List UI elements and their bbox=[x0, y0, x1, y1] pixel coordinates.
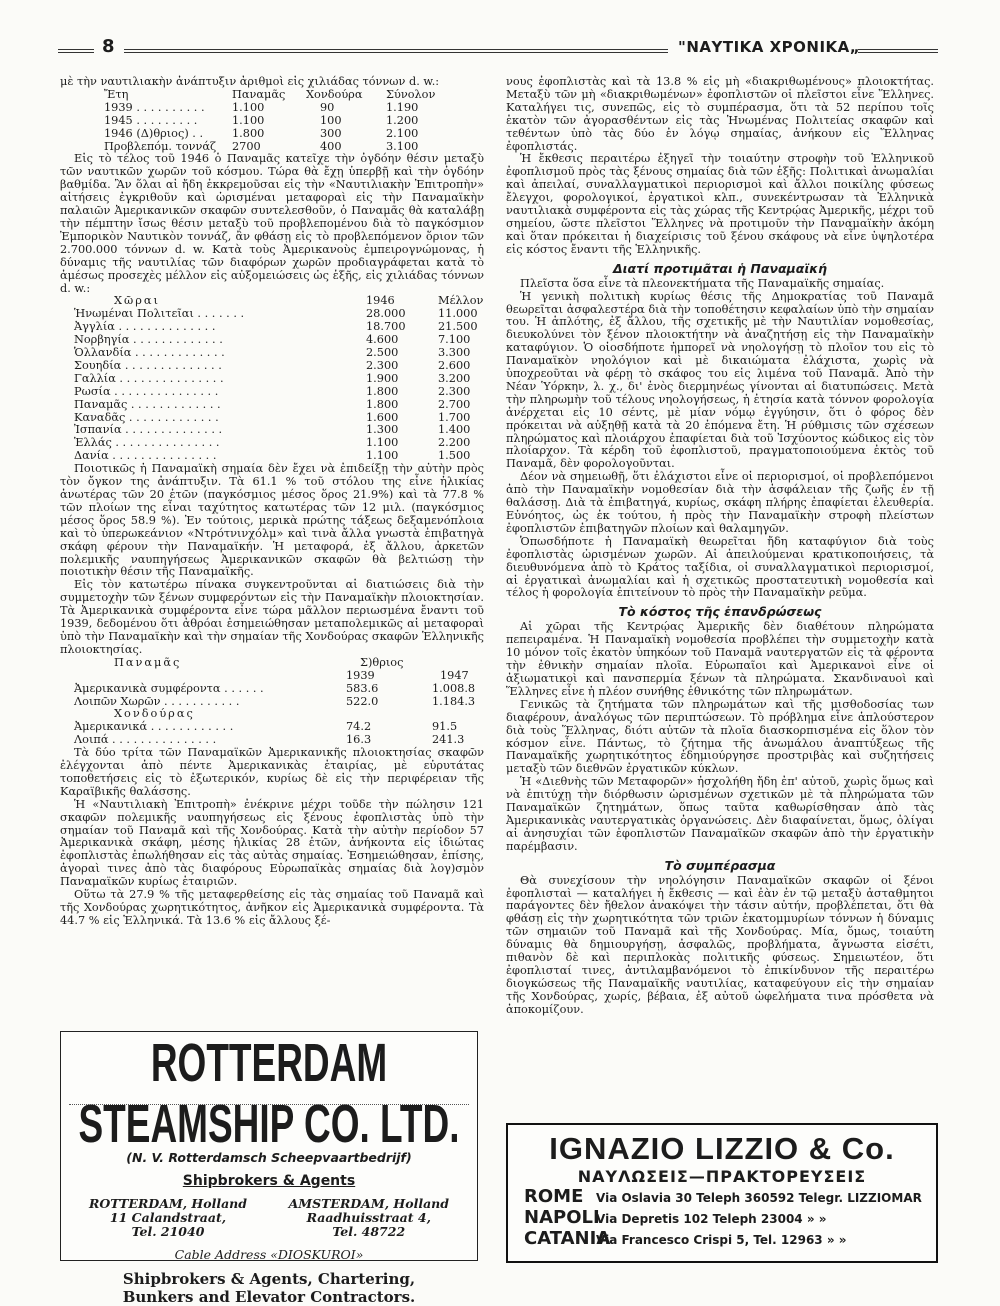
right-column bbox=[506, 76, 934, 1017]
table-row bbox=[74, 360, 483, 373]
ad-cable-address: Cable Address «DIOSKUROI» bbox=[174, 1247, 364, 1262]
table-foreign-interests bbox=[74, 657, 475, 747]
table-cell: 1.600 bbox=[366, 410, 399, 424]
table-cell: 1.100 bbox=[232, 100, 265, 114]
ad-services bbox=[61, 1270, 477, 1306]
page-header bbox=[58, 36, 938, 66]
ad-phone: Tel. 21040 bbox=[131, 1224, 205, 1239]
table-cell: Ἰσπανία . . . . . . . . . . . . . . bbox=[74, 423, 223, 437]
table-tonnage-by-year bbox=[104, 89, 435, 154]
table-group-label: Χονδούρας bbox=[114, 707, 195, 721]
ad-company-services: ΝΑΥΛΩΣΕΙΣ—ΠΡΑΚΤΟΡΕΥΣΕΙΣ bbox=[577, 1167, 867, 1186]
table-cell: 1939 . . . . . . . . . . bbox=[104, 100, 205, 114]
table-cell: 1.800 bbox=[366, 384, 399, 398]
table-unit-label: Σ)θριος bbox=[360, 655, 404, 669]
table-group-label: Παναμᾶς bbox=[114, 655, 182, 669]
table-cell: 18.700 bbox=[366, 320, 406, 334]
ad-company-name: IGNAZIO LIZZIO & Co. bbox=[549, 1131, 895, 1166]
advertisement-ignazio-lizzio bbox=[506, 1123, 938, 1263]
table-cell: 400 bbox=[320, 139, 342, 153]
table-cell: 241.3 bbox=[432, 733, 465, 747]
paragraph: Τὰ δύο τρίτα τῶν Παναμαϊκῶν Ἀμερικανικῆς πλοιοκτησίας σκαφῶν ἐλέγχονται ἀπὸ πέντε Ἀμερικανικὰς ἑταιρίας, μὲ εὐρυτάτας τοποθετήσεις εἰς τὸ ἐξωτερικόν, κυρίως δὲ εἰς τὴν περιφέρειαν τῆς Καραϊβικῆς θαλάσσης. bbox=[60, 746, 484, 798]
table-year: 1947 bbox=[440, 668, 469, 682]
table-header-row bbox=[104, 89, 435, 102]
table-cell: Καναδᾶς . . . . . . . . . . . . . bbox=[74, 410, 219, 424]
ad-address-amsterdam bbox=[289, 1197, 449, 1239]
table-row bbox=[74, 399, 483, 412]
table-cell: 1.200 bbox=[386, 113, 419, 127]
intro-line: μὲ τὴν ναυτιλιακὴν ἀνάπτυξιν ἀριθμοὶ εἰς χιλιάδας τόννων d. w.: bbox=[60, 75, 440, 88]
table-header-cell: 1946 bbox=[366, 294, 395, 308]
table-cell: 1.400 bbox=[438, 423, 471, 437]
table-cell: Ὁλλανδία . . . . . . . . . . . . . bbox=[74, 346, 225, 360]
table-cell: 583.6 bbox=[346, 681, 379, 695]
table-cell: Λοιπά . . . . . . . . . . . . . . . bbox=[74, 733, 217, 747]
magazine-page bbox=[58, 36, 938, 1306]
paragraph: Οὕτω τὰ 27.9 % τῆς μεταφερθείσης εἰς τὰς σημαίας τοῦ Παναμᾶ καὶ τῆς Χονδούρας χωρητικότητος, ἀνῆκον εἰς Ἀμερικανικὰ συμφέροντα. Τὰ 44.7 % εἰς Ἑλληνικά. Τὰ 13.6 % εἰς ἄλλους ξέ- bbox=[60, 888, 484, 927]
ad-street: Raadhuisstraat 4, bbox=[306, 1210, 431, 1225]
table-header-cell: Παναμᾶς bbox=[232, 87, 286, 101]
ad-addresses bbox=[61, 1189, 477, 1239]
ad-office-row bbox=[508, 1228, 936, 1249]
paragraph: Ἡ «Διεθνὴς τῶν Μεταφορῶν» ἠσχολήθη ἤδη ἐπ' αὐτοῦ, χωρὶς ὅμως καὶ νὰ ἐπιτύχῃ τὴν διόρθωσιν ὡρισμένων σχετικῶν μὲ τὰ πληρώματα τῶν Παναμαϊκῶν ζητημάτων, ὅπως ταῦτα καθωρίσθησαν ἀπὸ τὰς Ἀμερικανικὰς ναυτεργατικὰς ὀργανώσεις. Δὲν διαφαίνεται, ὅμως, ὀλίγαι αἱ ἀνησυχίαι τῶν ἐφοπλιστῶν Παναμαϊκῶν σκαφῶν ἀπὸ τὴν ἐργατικὴν παρέμβασιν. bbox=[506, 775, 934, 853]
table-cell: 300 bbox=[320, 126, 342, 140]
advertisement-rotterdam-steamship bbox=[60, 1031, 478, 1306]
ad-company-subname: (N. V. Rotterdamsch Scheepvaartbedrijf) bbox=[126, 1150, 412, 1165]
table-cell: 90 bbox=[320, 100, 335, 114]
table-cell: 28.000 bbox=[366, 307, 406, 321]
paragraph: Εἰς τὸν κατωτέρω πίνακα συγκεντροῦνται αἱ διατιώσεις διὰ τὴν συμμετοχὴν τῶν ξένων συμφερόντων εἰς τὴν Παναμαϊκὴν πλοιοκτησίαν. Τὰ Ἀμερικανικὰ συμφέροντα εἶνε τώρα μᾶλλον περιωσμένα ἔναντι τοῦ 1939, δεδομένου ὅτι ἀθρόαι ἐσημειώθησαν μεταπολεμικῶς αἱ μεταφοραὶ ὑπὸ τὴν Παναμαϊκὴν καὶ τὴν σημαίαν τῆς Χονδούρας σκαφῶν Ἑλληνικῆς πλοιοκτησίας. bbox=[60, 578, 484, 656]
table-cell: 2.300 bbox=[366, 358, 399, 372]
table-fleet-by-country bbox=[74, 295, 483, 463]
table-cell: 1.190 bbox=[386, 100, 419, 114]
ad-divider bbox=[69, 1104, 469, 1105]
table-year: 1939 bbox=[346, 668, 375, 682]
table-header-row bbox=[74, 670, 475, 683]
table-cell: 522.0 bbox=[346, 694, 379, 708]
table-cell: 7.100 bbox=[438, 333, 471, 347]
table-cell: Δανία . . . . . . . . . . . . . . . bbox=[74, 449, 217, 463]
table-cell: 4.600 bbox=[366, 333, 399, 347]
section-heading: Τὸ συμπέρασμα bbox=[664, 857, 776, 873]
table-header-row bbox=[74, 657, 475, 670]
table-row bbox=[104, 128, 435, 141]
journal-title: "ΝΑΥΤΙΚΑ ΧΡΟΝΙΚΑ„ bbox=[678, 38, 861, 56]
paragraph: Εἰς τὸ τέλος τοῦ 1946 ὁ Παναμᾶς κατεῖχε τὴν ὀγδόην θέσιν μεταξὺ τῶν ναυτικῶν χωρῶν τοῦ κόσμου. Τώρα θὰ ἔχῃ ὑπερβῇ καὶ τὴν ὀγδόην βαθμίδα. Ἂν ὅλαι αἱ ἤδη ἐκκρεμοῦσαι εἰς τὴν «Ναυτιλιακὴν Ἐπιτροπὴν» αἰτήσεις ἐγκριθοῦν καὶ ὡρισμέναι μεταφοραὶ εἰς τὴν Παναμαϊκὴν παλαιῶν Ἀμερικανικῶν σκαφῶν συντελεσθοῦν, ὁ Παναμᾶς θὰ καταλάβῃ τὴν πέμπτην ἴσως θέσιν μεταξὺ τοῦ προβλεπομένου διὰ τὸ παγκόσμιον Ἐμπορικὸν Ναυτικὸν τοννάζ, ἂν φθάσῃ εἰς τὸ προβλεπόμενον ὅριον τῶν 2.700.000 τόννων d. w. Κατὰ τοὺς Ἀμερικανοὺς ἐμπειρογνώμονας, ἡ δύναμις τῆς ναυτιλίας τῶν διαφόρων χωρῶν προδιαγράφεται κατὰ τὸ ἀμέσως προσεχὲς μέλλον εἰς αὐξομειώσεις ὡς ἑξῆς, εἰς χιλιάδας τόννων d. w.: bbox=[60, 152, 484, 295]
table-cell: 1.300 bbox=[366, 423, 399, 437]
paragraph: Ποιοτικῶς ἡ Παναμαϊκὴ σημαία δὲν ἔχει νὰ ἐπιδείξῃ τὴν αὐτὴν πρὸς τὸν ὄγκον της ἀνάπτυξιν. Τὰ 61.1 % τοῦ στόλου της εἶνε ἡλικίας ἀνωτέρας τῶν 20 ἐτῶν (παγκόσμιος μέσος ὅρος 21.9%) καὶ τὰ 77.8 % τῶν πλοίων της εἶναι ταχύτητος κατωτέρας τῶν 12 μιλ. (παγκόσμιος μέσος ὅρος 58.9 %). Ἐν τούτοις, μερικὰ πρώτης τάξεως δεξαμενόπλοια καὶ τὸ ὑπερωκεάνιον «Ντρότνινχόλμ» καὶ τινὰ ἄλλα γνωστὰ ἐπιβατηγὰ σκάφη φέρουν τὴν Παναμαϊκήν. Ἡ μεταφορά, ἐξ ἄλλου, ἀρκετῶν πολεμικῆς ναυπηγήσεως Ἀμερικανικῶν σκαφῶν θὰ βελτιώσῃ τὴν ποιοτικὴν θέσιν τῆς Παναμαϊκῆς. bbox=[60, 462, 484, 579]
table-header-cell: Χονδούρα bbox=[306, 87, 363, 101]
paragraph: Ὁπωσδήποτε ἡ Παναμαϊκὴ θεωρεῖται ἤδη καταφύγιον διὰ τοὺς ἐφοπλιστὰς ὡρισμένων χωρῶν. Αἱ ἀπειλούμεναι κρατικοποιήσεις, τὰ διευθυνόμενα ἀπὸ τὸ Κράτος ταξίδια, οἱ συναλλαγματικοὶ περιορισμοί, αἱ ἐργατικαὶ ἀνωμαλίαι καὶ ἡ σχετικῶς προστατευτικὴ νομοθεσία καὶ τέλος ἡ φορολογία ἐπιτείνουν τὸ πρὸς τὴν Παναμαϊκὴν ρεῦμα. bbox=[506, 534, 934, 600]
ad-tagline: Shipbrokers & Agents bbox=[182, 1173, 356, 1189]
table-cell: 3.300 bbox=[438, 346, 471, 360]
paragraph: Ἡ ἔκθεσις περαιτέρω ἐξηγεῖ τὴν τοιαύτην στροφὴν τοῦ Ἑλληνικοῦ ἐφοπλισμοῦ πρὸς τὰς ξένους σημαίας διὰ τῶν ἑξῆς: Πολιτικαὶ ἀνωμαλίαι καὶ ἀπειλαί, συναλλαγματικοὶ περιορισμοὶ καὶ ἄλλοι ποικίλης φύσεως ἔλεγχοι, φορολογικοί, ἐργατικοὶ κλπ., συνεκέντρωσαν τὰ Ἑλληνικὰ ναυτιλιακὰ συμφέροντα εἰς τὰς χώρας τῆς Κεντρῴας Ἀμερικῆς, μέχρι τοῦ σημείου, ὥστε πλεῖστοι Ἕλληνες νὰ προτιμοῦν τὴν Παναμαϊκὴν ἀκόμη καὶ ὅταν πρόκειται ἡ διαχείρισις τοῦ ξένου σκάφους νὰ εἶνε ὑψηλοτέρα εἰς κόστος ἔναντι τῆς Ἑλληνικῆς. bbox=[506, 152, 934, 256]
table-cell: 3.200 bbox=[438, 371, 471, 385]
table-row bbox=[74, 347, 483, 360]
table-cell: 16.3 bbox=[346, 733, 372, 747]
ad-services-line: Bunkers and Elevator Contractors. bbox=[122, 1288, 416, 1306]
table-cell: Ἀμερικανικὰ συμφέροντα . . . . . . bbox=[74, 681, 264, 695]
ad-office-row bbox=[508, 1207, 936, 1228]
page-number: 8 bbox=[102, 36, 115, 57]
paragraph: Πλεῖστα ὅσα εἶνε τὰ πλεονεκτήματα τῆς Παναμαϊκῆς σημαίας. bbox=[520, 276, 885, 290]
paragraph: νους ἐφοπλιστὰς καὶ τὰ 13.8 % εἰς μὴ «διακριθωμένους» πλοιοκτήτας. Μεταξὺ τῶν μὴ «διακριθωμένων» ἐφοπλιστῶν οἱ πλεῖστοι εἶνε Ἕλληνες. Καταλήγει τις, συνεπῶς, εἰς τὸ συμπέρασμα, ὅτι τὰ 52 περίπου τοῖς ἑκατὸν τῶν ἀγορασθέντων εἰς τὰς Ἡνωμένας Πολιτείας σκαφῶν καὶ τεθέντων ὑπὸ τὰς δύο ἐν λόγῳ σημαίας, ἀνήκουν εἰς Ἕλληνας ἐφοπλιστάς. bbox=[506, 75, 934, 153]
table-cell: 1945 . . . . . . . . . bbox=[104, 113, 198, 127]
table-cell: Ἡνωμέναι Πολιτεῖαι . . . . . . . bbox=[74, 307, 245, 321]
header-rule-left bbox=[58, 49, 94, 53]
table-cell: 74.2 bbox=[346, 720, 372, 734]
table-cell: Σουηδία . . . . . . . . . . . . . . bbox=[74, 358, 222, 372]
table-cell: Ρωσία . . . . . . . . . . . . . . . bbox=[74, 384, 219, 398]
paragraph: Ἡ γενικὴ πολιτικὴ κυρίως θέσις τῆς Δημοκρατίας τοῦ Παναμᾶ θεωρεῖται ἀσφαλεστέρα διὰ τὴν τοποθέτησιν κεφαλαίων ὑπὸ τὴν σημαίαν του. Ἡ ἁπλότης, ἐξ ἄλλου, τῆς σχετικῆς μὲ τὴν Ναυτιλίαν νομοθεσίας, διευκολύνει τὸν ξένον πλοιοκτήτην νὰ ἀναζητήσῃ εἰς τὴν Παναμαϊκὴν καταφύγιον. Ὁ οἱοσδήποτε ἠμπορεῖ νὰ νηολογήσῃ τὸ πλοῖον του εἰς τὸ Παναμαϊκὸν νηολόγιον καὶ μὲ δικαιώματα ἐλάχιστα, χωρὶς νὰ ὑποχρεοῦται νὰ φέρῃ τὸ σκάφος του εἰς λιμένα τοῦ Παναμᾶ. Ἀπὸ τὴν Νέαν Ὑόρκην, λ. χ., δι' ἑνὸς διερμηνέως γίνονται αἱ διατυπώσεις. Μετὰ τὴν πληρωμὴν τοῦ τέλους νηολογήσεως, ἡ ἐτησία κατὰ τόννον φορολογία ἀνέρχεται εἰς 10 σέντς, μὲ μίαν νόμῳ ἐγγύησιν, ὅτι ὁ φόρος δὲν πρόκειται νὰ αὐξηθῇ κατὰ τὰ 20 ἑπόμενα ἔτη. Ἡ ρύθμισις τῶν σχέσεων πληρώματος καὶ πλοιάρχου ἐπαφίεται διὰ τοῦ Ἰσχύοντος κώδικος εἰς τὸν πλοίαρχον. Τὰ κέρδη τοῦ ἐφοπλιστοῦ, πραγματοποιούμενα ἐκτὸς τοῦ Παναμᾶ, δὲν φορολογοῦνται. bbox=[506, 289, 934, 471]
table-cell: 21.500 bbox=[438, 320, 478, 334]
table-cell: 1.700 bbox=[438, 410, 471, 424]
paragraph: Δέον νὰ σημειωθῇ, ὅτι ἐλάχιστοι εἶνε οἱ περιορισμοί, οἱ προβλεπόμενοι ἀπὸ τὴν Παναμαϊκὴν νομοθεσίαν διὰ τὴν ἀσφάλειαν τῆς ζωῆς ἐν τῇ θαλάσσῃ. Διὰ τὰ ἐπιβατηγά, κυρίως, σκάφη πλήρης ἐπαφίεται ἐλευθερία. Εὐνόητος, ὡς ἐκ τούτου, ἡ πρὸς τὴν Παναμαϊκὴν στροφὴ πλείστων ἐφοπλιστῶν ἐπιβατηγῶν πλοίων καὶ θαλαμηγῶν. bbox=[506, 470, 934, 535]
table-cell: 3.100 bbox=[386, 139, 419, 153]
section-heading: Διατί προτιμᾶται ἡ Παναμαϊκή bbox=[612, 260, 827, 276]
table-cell: 2.600 bbox=[438, 358, 471, 372]
ad-phone: Tel. 48722 bbox=[332, 1224, 406, 1239]
ad-city: ROTTERDAM, Holland bbox=[89, 1196, 248, 1211]
ad-office-city: ROME bbox=[524, 1186, 584, 1207]
ad-office-city: NAPOLI bbox=[524, 1207, 600, 1228]
header-rule-middle bbox=[124, 49, 668, 53]
table-cell: 1.800 bbox=[366, 397, 399, 411]
ad-company-name: ROTTERDAM STEAMSHIP CO. LTD. bbox=[78, 1033, 460, 1154]
table-cell: 91.5 bbox=[432, 720, 458, 734]
paragraph: Θὰ συνεχίσουν τὴν νηολόγησιν Παναμαϊκῶν σκαφῶν οἱ ξένοι ἐφοπλισταὶ — καταλήγει ἡ ἔκθεσις — καὶ ἐὰν ἐν τῷ μεταξὺ ἀσταθμητοι παράγοντες δὲν ἤθελον ἀνακόψει τὴν τάσιν αὐτήν, προβλέπεται, ὅτι θὰ φθάσῃ εἰς τὴν χωρητικότητα τῶν τριῶν ἑκατομμυρίων τόννων ἡ δύναμις τῶν σημαιῶν τοῦ Παναμᾶ καὶ τῆς Χονδούρας. Μία, ὅμως, τοιαύτη δύναμις θὰ δημιουργήσῃ, ἀσφαλῶς, προβλήματα, ἄγνωστα εἰσέτι, πιθανὸν δὲ καὶ περιπλοκὰς πολιτικῆς φύσεως. Σημειωτέον, ὅτι ἐφοπλισταί τινες, ἀντιλαμβανόμενοι τὸ ἐπικίνδυνον τῆς περαιτέρω διογκώσεως τῆς Παναμαϊκῆς ναυτιλίας, καταφεύγουν εἰς τὴν σημαίαν τῆς Χονδούρας, χωρίς, βέβαια, ἐξ αὐτοῦ ὠφελήματα τινα πρόσθετα νὰ ἀποκομίζουν. bbox=[506, 873, 934, 1016]
paragraph: Γενικῶς τὰ ζητήματα τῶν πληρωμάτων καὶ τῆς μισθοδοσίας των διαφέρουν, ἀναλόγως τῶν περιπτώσεων. Τὸ πρόβλημα εἶνε ἁπλούστερον διὰ τοὺς Ἕλληνας, διότι αὐτῶν τὰ πλοῖα διασκορπισμένα εἰς ὅλον τὸν κόσμον εἶνε. Πάντως, τὸ ζήτημα τῆς ἀνωμάλου ἀναπτύξεως τῆς Παναμαϊκῆς χωρητικότητος ἐδημιούργησε προστριβὰς καὶ συζητήσεις μεταξὺ τῶν διεθνῶν ἐργατικῶν κύκλων. bbox=[506, 697, 934, 776]
paragraph: Αἱ χῶραι τῆς Κεντρῴας Ἀμερικῆς δὲν διαθέτουν πληρώματα πεπειραμένα. Ἡ Παναμαϊκὴ νομοθεσία προβλέπει τὴν συμμετοχὴν κατὰ 10 μόνον τοῖς ἑκατὸν ὑπηκόων τοῦ Παναμᾶ ναυτεργατῶν εἰς τὰ φέροντα τὴν ἐθνικὴν σημαίαν πλοῖα. Εὐρωπαῖοι καὶ Ἀμερικανοὶ εἶνε οἱ ἀξιωματικοὶ καὶ πανσπερμία ξένων τὰ πληρώματα. Σκανδιναυοὶ καὶ Ἕλληνες εἶνε ἡ πλέον συνήθης ἐθνικότης τῶν πληρωμάτων. bbox=[506, 620, 934, 698]
table-cell: 100 bbox=[320, 113, 342, 127]
ad-office-address: Via Francesco Crispi 5, Tel. 12963 » » bbox=[596, 1233, 847, 1247]
ad-city: AMSTERDAM, Holland bbox=[288, 1196, 449, 1211]
table-cell: Γαλλία . . . . . . . . . . . . . . . bbox=[74, 371, 224, 385]
table-cell: 1.900 bbox=[366, 371, 399, 385]
table-cell: 2700 bbox=[232, 139, 261, 153]
table-cell: 2.300 bbox=[438, 384, 471, 398]
table-row bbox=[74, 683, 475, 696]
paragraph: Ἡ «Ναυτιλιακὴ Ἐπιτροπὴ» ἐνέκρινε μέχρι τοῦδε τὴν πώλησιν 121 σκαφῶν πολεμικῆς ναυπηγήσεως εἰς ξένους ἐφοπλιστὰς ὑπὸ τὴν σημαίαν τοῦ Παναμᾶ καὶ τῆς Χονδούρας. Κατὰ τὴν αὐτὴν περίοδον 57 Ἀμερικανικὰ σκάφη, μέσης ἡλικίας 28 ἐτῶν, ἀνήκοντα εἰς ἰδιώτας ἐφοπλιστὰς ἐπωλήθησαν εἰς τὰς αὐτὰς σημαίας. Ἐσημειώθησαν, ἐπίσης, ἀγοραὶ τινες ἀπὸ τὰς διαφόρους Εὐρωπαϊκὰς σημαίας διὰ λογ)σμὸν Παναμαϊκῶν κυρίως ἑταιριῶν. bbox=[60, 797, 484, 889]
ad-street: 11 Calandstraat, bbox=[109, 1210, 227, 1225]
table-cell: 1.184.3 bbox=[432, 694, 476, 708]
header-rule-right bbox=[858, 49, 938, 53]
ad-office-city: CATANIA bbox=[524, 1228, 611, 1249]
ad-address-rotterdam bbox=[89, 1197, 247, 1239]
ad-services-line: Shipbrokers & Agents, Chartering, bbox=[122, 1270, 416, 1288]
table-header-cell: Ἔτη bbox=[104, 87, 129, 101]
table-cell: Λοιπῶν Χωρῶν . . . . . . . . . . . bbox=[74, 694, 240, 708]
ad-office-address: Via Depretis 102 Teleph 23004 » » bbox=[596, 1212, 827, 1226]
table-cell: Ἀμερικανικά . . . . . . . . . . . . bbox=[74, 720, 234, 734]
table-cell: 1.100 bbox=[232, 113, 265, 127]
table-cell: 2.100 bbox=[386, 126, 419, 140]
table-row bbox=[74, 386, 483, 399]
table-cell: 2.500 bbox=[366, 346, 399, 360]
table-cell: Ἀγγλία . . . . . . . . . . . . . . bbox=[74, 320, 216, 334]
table-header-cell: Σύνολον bbox=[386, 87, 436, 101]
table-cell: 1.800 bbox=[232, 126, 265, 140]
table-cell: Νορβηγία . . . . . . . . . . . . . bbox=[74, 333, 223, 347]
table-row bbox=[74, 373, 483, 386]
ad-office-row bbox=[508, 1186, 936, 1207]
table-cell: Παναμᾶς . . . . . . . . . . . . . bbox=[74, 397, 221, 411]
table-cell: Ἑλλάς . . . . . . . . . . . . . . . bbox=[74, 436, 220, 450]
ad-office-address: Via Oslavia 30 Teleph 360592 Telegr. LIZZIOMAR bbox=[596, 1191, 922, 1205]
table-cell: Προβλεπόμ. τοννάζ bbox=[104, 139, 217, 153]
section-heading: Τὸ κόστος τῆς ἐπανδρώσεως bbox=[618, 604, 822, 620]
table-header-cell: Χῶραι bbox=[114, 294, 160, 308]
table-cell: 1.008.8 bbox=[432, 681, 476, 695]
table-cell: 2.700 bbox=[438, 397, 471, 411]
left-column bbox=[60, 76, 484, 928]
table-row bbox=[104, 102, 435, 115]
table-cell: 1.100 bbox=[366, 449, 399, 463]
table-cell: 1.500 bbox=[438, 449, 471, 463]
table-header-cell: Μέλλον bbox=[438, 294, 484, 308]
table-cell: 2.200 bbox=[438, 436, 471, 450]
table-cell: 1946 (Δ)θριος) . . bbox=[104, 126, 204, 140]
table-cell: 11.000 bbox=[438, 307, 478, 321]
table-row bbox=[104, 115, 435, 128]
table-cell: 1.100 bbox=[366, 436, 399, 450]
